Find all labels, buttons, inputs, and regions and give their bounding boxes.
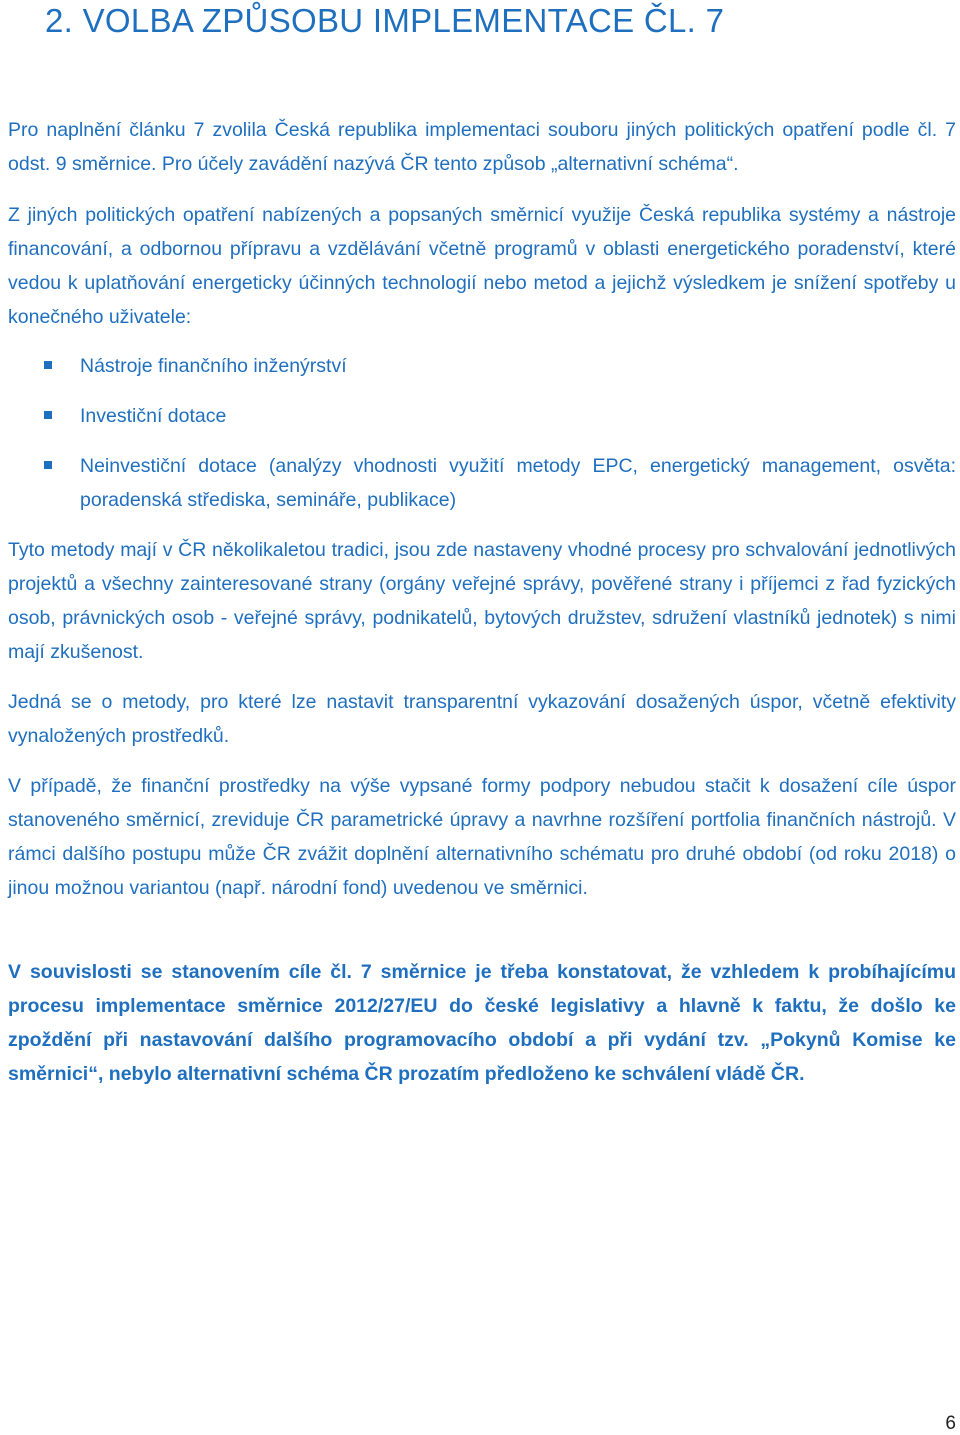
paragraph-transparency: Jedná se o metody, pro které lze nastavit transparentní vykazování dosažených úspor, včetně efektivity vynaložených prostředků. [8, 691, 956, 747]
list-item [8, 399, 956, 433]
measures-list [8, 349, 956, 533]
page-number: 6 [945, 1413, 956, 1434]
list-item-text: Investiční dotace [80, 405, 227, 427]
paragraph-conclusion: V souvislosti se stanovením cíle čl. 7 směrnice je třeba konstatovat, že vzhledem k probíhajícímu procesu implementace směrnice 2012/27/EU do české legislativy a hlavně k faktu, že došlo ke zpoždění při nastavování dalšího programovacího období a při vydání tzv. „Pokynů Komise ke směrnici“, nebylo alternativní schéma ČR prozatím předloženo ke schválení vládě ČR. [8, 961, 956, 1085]
list-item [8, 349, 956, 383]
square-bullet-icon [44, 361, 52, 369]
square-bullet-icon [44, 461, 52, 469]
section-heading: 2. VOLBA ZPŮSOBU IMPLEMENTACE ČL. 7 [45, 2, 725, 39]
paragraph-tradition: Tyto metody mají v ČR několikaletou tradici, jsou zde nastaveny vhodné procesy pro schvalování jednotlivých projektů a všechny zainteresované strany (orgány veřejné správy, pověřené strany i příjemci z řad fyzických osob, právnických osob - veřejné správy, podnikatelů, bytových družstev, sdružení vlastníků jednotek) s nimi mají zkušenost. [8, 539, 956, 663]
list-item [8, 449, 956, 517]
paragraph-intro: Pro naplnění článku 7 zvolila Česká republika implementaci souboru jiných politických opatření podle čl. 7 odst. 9 směrnice. Pro účely zavádění nazývá ČR tento způsob „alternativní schéma“. [8, 119, 956, 175]
paragraph-revision: V případě, že finanční prostředky na výše vypsané formy podpory nebudou stačit k dosažení cíle úspor stanoveného směrnicí, zreviduje ČR parametrické úpravy a navrhne rozšíření portfolia finančních nástrojů. V rámci dalšího postupu může ČR zvážit doplnění alternativního schématu pro druhé období (od roku 2018) o jinou možnou variantou (např. národní fond) uvedenou ve směrnici. [8, 775, 956, 899]
list-item-text: Neinvestiční dotace (analýzy vhodnosti využití metody EPC, energetický management, osvěta: poradenská střediska, semináře, publikace) [80, 455, 956, 511]
square-bullet-icon [44, 411, 52, 419]
list-item-text: Nástroje finančního inženýrství [80, 355, 347, 377]
paragraph-measures: Z jiných politických opatření nabízených a popsaných směrnicí využije Česká republika systémy a nástroje financování, a odbornou přípravu a vzdělávání včetně programů v oblasti energetického poradenství, které vedou k uplatňování energeticky účinných technologií nebo metod a jejichž výsledkem je snížení spotřeby u konečného uživatele: [8, 204, 956, 328]
